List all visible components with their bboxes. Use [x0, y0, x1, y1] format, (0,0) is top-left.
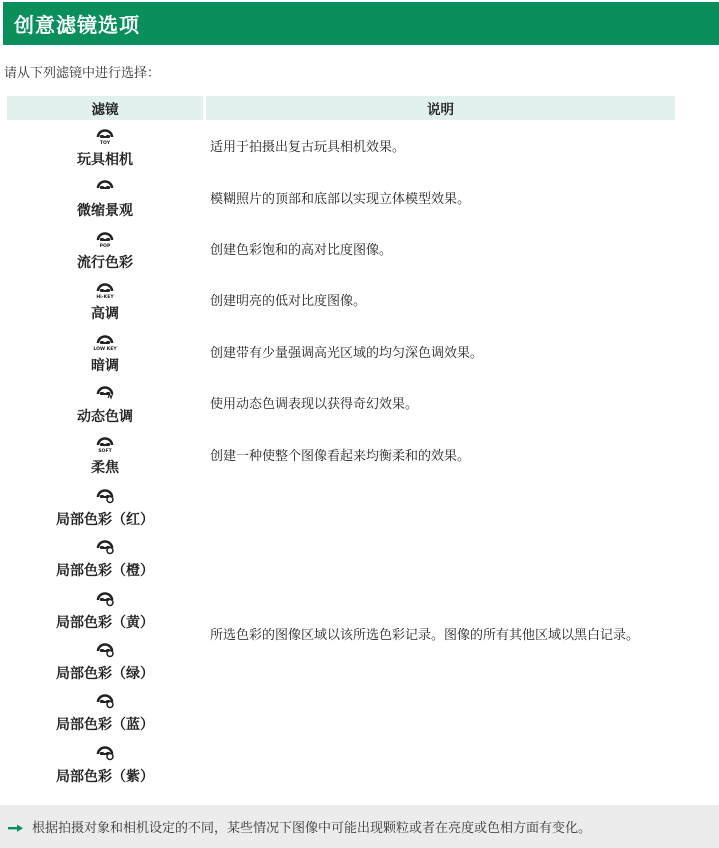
filter-cell: [7, 583, 203, 634]
filter-description: 模糊照片的顶部和底部以实现立体模型效果。: [210, 191, 471, 207]
filter-table: [4, 96, 678, 788]
table-row: [7, 120, 675, 171]
filter-description: 创建明亮的低对比度图像。: [210, 294, 367, 310]
filter-name: 柔焦: [91, 460, 119, 477]
note-text: 根据拍摄对象和相机设定的不同，某些情况下图像中可能出现颗粒或者在亮度或色相方面有变化。: [32, 821, 592, 836]
svg-text:POP: POP: [99, 243, 111, 249]
filter-name: 局部色彩（红）: [56, 511, 154, 528]
filter-name: 流行色彩: [77, 254, 133, 271]
page-title: 创意滤镜选项: [14, 13, 140, 37]
table-row: [7, 171, 675, 222]
partial-color-yellow-icon: [95, 588, 115, 608]
pop-color-icon: [95, 228, 115, 248]
dynamic-tone-icon: [95, 382, 115, 402]
column-header-filter: 滤镜: [7, 96, 203, 120]
table-row: [7, 480, 675, 531]
filter-cell: [7, 326, 203, 377]
miniature-icon: [95, 176, 115, 196]
filter-cell: [7, 634, 203, 685]
filter-name: 暗调: [91, 357, 119, 374]
partial-color-red-icon: [95, 485, 115, 505]
svg-text:TOY: TOY: [99, 141, 111, 146]
intro-text: 请从下列滤镜中进行选择：: [4, 66, 161, 81]
filter-cell: [7, 480, 203, 531]
filter-name: 微缩景观: [77, 203, 133, 220]
filter-description: 适用于拍摄出复古玩具相机效果。: [210, 140, 406, 156]
filter-cell: [7, 428, 203, 479]
table-row: [7, 377, 675, 428]
filter-cell: [7, 171, 203, 222]
table-row: [7, 326, 675, 377]
note-bar: [0, 805, 719, 848]
table-row: [7, 223, 675, 274]
page-header: [3, 2, 719, 45]
filter-name: 玩具相机: [77, 152, 133, 168]
filter-name: 局部色彩（绿）: [56, 665, 154, 682]
filter-name: 动态色调: [77, 408, 133, 425]
filter-description: 创建一种使整个图像看起来均衡柔和的效果。: [210, 448, 471, 464]
svg-text:Hi-KEY: Hi-KEY: [96, 295, 114, 301]
filter-name: 局部色彩（蓝）: [56, 717, 154, 734]
partial-color-orange-icon: [95, 536, 115, 556]
note-arrow-icon: [8, 822, 24, 832]
filter-cell: [7, 377, 203, 428]
partial-color-purple-icon: [95, 742, 115, 762]
table-row: [7, 428, 675, 479]
filter-description: 创建色彩饱和的高对比度图像。: [210, 242, 393, 258]
table-row: [7, 274, 675, 325]
svg-text:SOFT: SOFT: [98, 449, 112, 455]
filter-cell: [7, 737, 203, 788]
filter-cell: [7, 223, 203, 274]
partial-color-blue-icon: [95, 690, 115, 710]
filter-cell: [7, 685, 203, 736]
filter-name: 高调: [91, 306, 119, 323]
filter-name: 局部色彩（橙）: [56, 563, 154, 580]
filter-name: 局部色彩（紫）: [56, 768, 154, 785]
filter-cell: [7, 274, 203, 325]
toy-camera-icon: [95, 125, 115, 145]
filter-description: 创建带有少量强调高光区域的均匀深色调效果。: [210, 345, 484, 361]
partial-color-description: 所选色彩的图像区域以该所选色彩记录。图像的所有其他区域以黑白记录。: [210, 628, 640, 644]
svg-text:LOW KEY: LOW KEY: [93, 346, 117, 352]
column-header-description: 说明: [206, 96, 675, 120]
soft-focus-icon: [95, 433, 115, 453]
low-key-icon: [95, 331, 115, 351]
filter-description: 使用动态色调表现以获得奇幻效果。: [210, 397, 419, 413]
filter-cell: [7, 531, 203, 582]
partial-color-green-icon: [95, 639, 115, 659]
filter-name: 局部色彩（黄）: [56, 614, 154, 631]
table-header-row: [7, 96, 675, 120]
high-key-icon: [95, 279, 115, 299]
filter-cell: [7, 120, 203, 171]
